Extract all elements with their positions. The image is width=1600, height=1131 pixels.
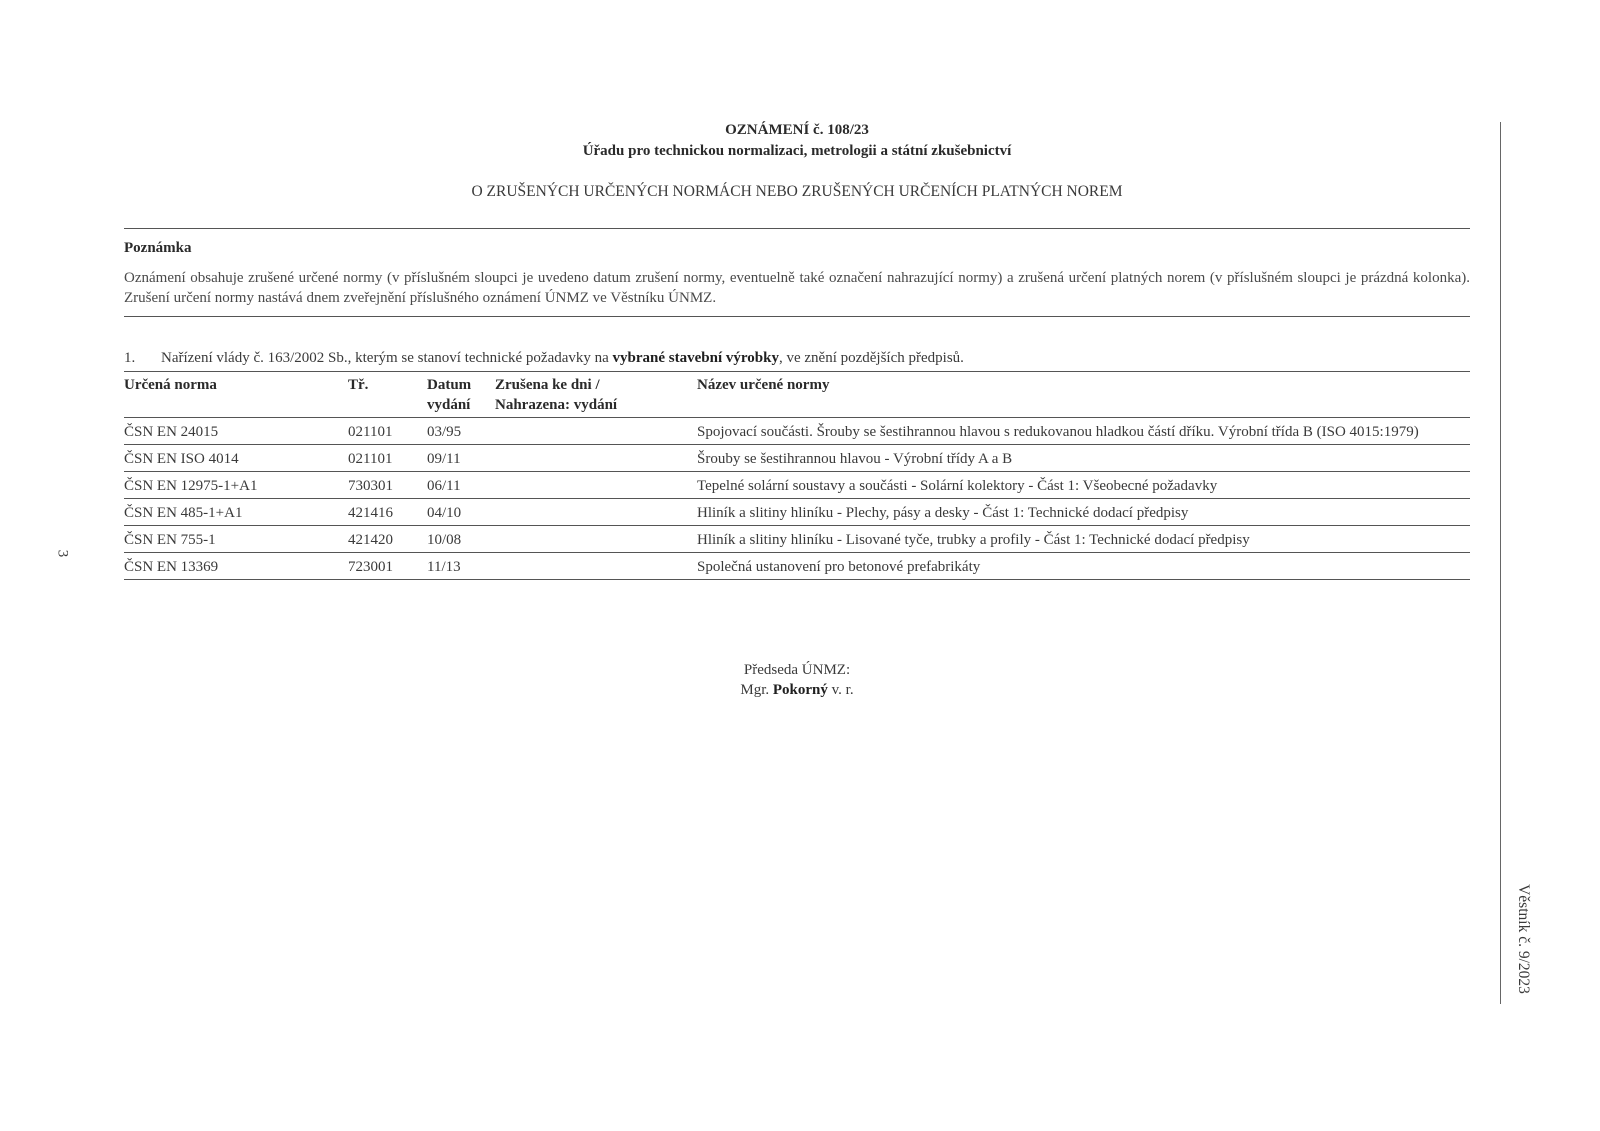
cell-norm: ČSN EN 485-1+A1 xyxy=(124,505,243,521)
section-text-after: , ve znění pozdějších předpisů. xyxy=(778,350,964,366)
cell-name: Společná ustanovení pro betonové prefabrikáty xyxy=(697,559,981,575)
journal-label: Věstník č. 9/2023 xyxy=(1515,884,1532,994)
cell-class: 421420 xyxy=(348,532,393,548)
cell-date: 04/10 xyxy=(427,505,462,521)
note-title: Poznámka xyxy=(124,240,192,256)
cell-norm: ČSN EN 13369 xyxy=(124,559,219,575)
header-cancelled-line2: Nahrazena: vydání xyxy=(495,397,618,413)
table-row xyxy=(124,472,1470,499)
table-row xyxy=(124,526,1470,553)
cell-cancelled xyxy=(495,418,697,445)
signature-block xyxy=(124,660,1470,700)
header-class: Tř. xyxy=(348,377,369,393)
signature-name: Pokorný xyxy=(772,682,828,698)
divider xyxy=(124,316,1470,317)
header-name: Název určené normy xyxy=(697,377,830,393)
cell-class: 723001 xyxy=(348,559,393,575)
cell-class: 021101 xyxy=(348,451,393,467)
cell-date: 11/13 xyxy=(427,559,461,575)
header-date-line1: Datum xyxy=(427,377,472,393)
cell-date: 10/08 xyxy=(427,532,462,548)
table-row xyxy=(124,445,1470,472)
norms-table xyxy=(124,371,1470,580)
cell-norm: ČSN EN 12975-1+A1 xyxy=(124,478,258,494)
cell-cancelled xyxy=(495,472,697,499)
cell-class: 421416 xyxy=(348,505,393,521)
header-norm: Určená norma xyxy=(124,377,217,393)
signature-role: Předseda ÚNMZ: xyxy=(743,662,851,678)
cell-date: 06/11 xyxy=(427,478,461,494)
margin-rule xyxy=(1500,122,1501,1004)
header-date-line2: vydání xyxy=(427,397,471,413)
cell-cancelled xyxy=(495,499,697,526)
cell-norm: ČSN EN ISO 4014 xyxy=(124,451,239,467)
cell-class: 021101 xyxy=(348,424,393,440)
section-text-bold: vybrané stavební výrobky xyxy=(612,350,779,366)
document-heading: O ZRUŠENÝCH URČENÝCH NORMÁCH NEBO ZRUŠENÝCH URČENÍCH PLATNÝCH NOREM xyxy=(471,183,1123,200)
signature-line xyxy=(124,680,1470,700)
cell-name: Spojovací součásti. Šrouby se šestihrannou hlavou s redukovanou hladkou částí dříku. Výrobní třída B (ISO 4015:1979) xyxy=(697,424,1419,440)
cell-cancelled xyxy=(495,526,697,553)
cell-name: Hliník a slitiny hliníku - Plechy, pásy a desky - Část 1: Technické dodací předpisy xyxy=(697,505,1189,521)
document-title: OZNÁMENÍ č. 108/23 xyxy=(725,122,869,138)
table-row xyxy=(124,418,1470,445)
signature-suffix: v. r. xyxy=(827,682,854,698)
cell-date: 03/95 xyxy=(427,424,462,440)
table-header-row xyxy=(124,372,1470,418)
signature-prefix: Mgr. xyxy=(740,682,773,698)
document-page xyxy=(124,120,1470,700)
cell-class: 730301 xyxy=(348,478,393,494)
cell-norm: ČSN EN 24015 xyxy=(124,424,219,440)
cell-cancelled xyxy=(495,553,697,580)
cell-date: 09/11 xyxy=(427,451,461,467)
cell-norm: ČSN EN 755-1 xyxy=(124,532,216,548)
section-number: 1. xyxy=(124,350,136,366)
section-text-before: Nařízení vlády č. 163/2002 Sb., kterým se stanoví technické požadavky na xyxy=(161,350,613,366)
document-subtitle: Úřadu pro technickou normalizaci, metrologii a státní zkušebnictví xyxy=(582,143,1012,159)
divider xyxy=(124,228,1470,229)
section-heading xyxy=(124,348,1470,368)
note-text: Oznámení obsahuje zrušené určené normy (v příslušném sloupci je uvedeno datum zrušení normy, eventuelně také označení nahrazující normy) a zrušená určení platných norem (v příslušném sloupci je prázdná kolonka). Zrušení určení normy nastává dnem zveřejnění příslušného oznámení ÚNMZ ve Věstníku ÚNMZ. xyxy=(124,270,1470,306)
header-cancelled xyxy=(495,372,697,418)
cell-name: Tepelné solární soustavy a součásti - Solární kolektory - Část 1: Všeobecné požadavky xyxy=(697,478,1218,494)
cell-cancelled xyxy=(495,445,697,472)
table-row xyxy=(124,499,1470,526)
header-cancelled-line1: Zrušena ke dni / xyxy=(495,377,600,393)
table-row xyxy=(124,553,1470,580)
header-date xyxy=(427,372,495,418)
page-number: 3 xyxy=(54,549,71,558)
cell-name: Hliník a slitiny hliníku - Lisované tyče, trubky a profily - Část 1: Technické dodací předpisy xyxy=(697,532,1250,548)
cell-name: Šrouby se šestihrannou hlavou - Výrobní třídy A a B xyxy=(697,451,1013,467)
